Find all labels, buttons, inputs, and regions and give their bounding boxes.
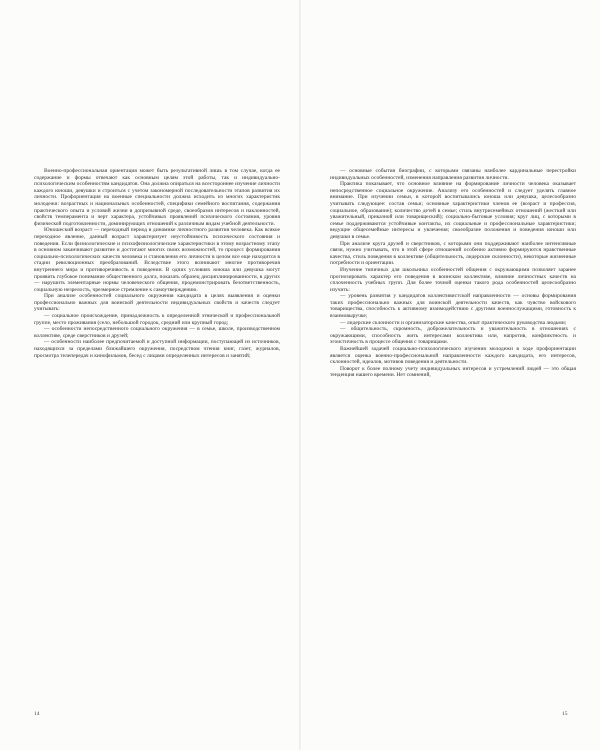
left-page-text <box>34 168 280 359</box>
paragraph: При анализе особенностей социального окружения кандидата в целях выявления и оценки профессионально важных для воинской деятельности индивидуальных свойств и качеств следует учитывать: <box>34 293 280 313</box>
paragraph: Поворот к более полному учету индивидуальных интересов и устремлений людей — это общая тенденция нашего времени. Нет сомнений, <box>330 365 576 379</box>
list-item: — общительность, скромность, доброжелательность и уважительность в отношениях с окружающими, способность жить интересами коллектива или, напротив, конфликтность и эгоистичность в процессе общения с товарищами. <box>330 326 576 346</box>
list-item: — особенности наиболее предпочитаемой и доступной информации, поступающей из источников, находящихся за пределами ближайшего окружения, посредством чтения книг, газет, журналов, просмотра телепередач и кинофильмов, бесед с лицами определенных интересов и занятий; <box>34 339 280 359</box>
list-item: — основные события биографии, с которыми связаны наиболее кардинальные перестройки индивидуальных особенностей, изменения направления развития личности. <box>330 168 576 181</box>
list-item: — особенности непосредственного социального окружения — в семье, школе, производственном коллективе, среде сверстников и друзей; <box>34 326 280 339</box>
book-gutter <box>299 0 301 750</box>
page-number-left: 14 <box>34 711 40 717</box>
paragraph: При анализе круга друзей и сверстников, с которыми они поддерживают наиболее интенсивные связи, нужно учитывать, что в этой сфере отношений особенно активно формируются нравственные качества, стиль поведения в коллективе (общительность, лидерские склонности), некоторые жизненные потребности и ориентации. <box>330 240 576 267</box>
page-number-right: 15 <box>562 711 568 717</box>
paragraph: Практика показывает, что основное влияние на формирование личности человека оказывает непосредственное социальное окружение. Анализу его особенностей и следует уделять главное внимание. При изучении семьи, в которой воспитывались юноша или девушка, целесообразно учитывать следующее: состав семьи; основные характеристики членов ее (возраст и профессия, социальное, образование); количество детей в семье; стиль внутрисемейных отношений (жесткий или уважительный, приказной или товарищеский); социально-бытовые условия; круг лиц, с которыми в семье поддерживаются устойчивые контакты, их социальные и профессиональные характеристики; ведущие общесемейные интересы и увлечения; своеобразие положения и поведения юноши или девушки в семье. <box>330 181 576 240</box>
paragraph: Важнейшей задачей социально-психологического изучения молодежи в ходе профориентации является оценка военно-профессиональной направленности каждого кандидата, его интересов, склонностей, идеалов, мотивов поведения и деятельности. <box>330 346 576 366</box>
paragraph: Военно-профессиональная ориентация может быть результативной лишь в том случае, когда ее содержание и формы отвечают как основным целям этой работы, так и индивидуально-психологическим особенностям кандидатов. Она должна опираться на всестороннее изучение личности каждого юноши, девушки и строиться с учетом закономерной последовательности этапов развития их личности. Профориентация на военные специальности должна исходить из многих характеристик молодежи: возрастных и национальных особенностей, специфики семейного воспитания, содержания практического опыта и условий жизни в допризывной среде, своеобразия интересов и наклонностей, свойств темперамента и черт характера, устойчивых проявлений психического состояния, уровня физической подготовленности, доминирующих отношений к различным видам учебной деятельности. <box>34 168 280 227</box>
right-page-text <box>330 168 576 379</box>
list-item: — лидерские склонности и организаторские качества, опыт практического руководства людьми; <box>340 319 567 326</box>
paragraph: Юношеский возраст — переходный период в динамике личностного развития человека. Как всякое переходное явление, данный возраст характеризует неустойчивость психического состояния и поведения. Если физиологические и психофизиологические характеристики в этому возрастному этапу в основном заканчивают развитие и достигают многих своих возможностей, то процесс формирования социально-психологических качеств человека и становления его личности в целом все еще находится в стадии революционных преобразований. Вследствие этого возникают многие противоречия внутреннего мира и противоречивость в поведении. В одних условиях юноша или девушка могут проявить глубокое понимание общественного долга, показать образец дисциплинированности, в других — нарушить элементарные нормы человеческого общения, продемонстрировать безответственность, социальную незрелость, чрезмерное стремление к самоутверждению. <box>34 227 280 293</box>
list-item: — социальное происхождение, принадлежность к определенной этнической и профессиональной группе, место проживания (село, небольшой городок, средний или крупный город; <box>34 313 280 326</box>
paragraph: Изучение типичных для школьника особенностей общения с окружающими позволяет заранее прогнозировать характер его поведения в воинском коллективе, влияние личностных качеств на сплоченность учебных групп. Для более точной оценки такого рода особенностей целесообразно изучить: <box>330 266 576 293</box>
list-item: — уровень развития у кандидатов коллективистской направленности — основы формирования таких профессионально важных для воинской деятельности качеств, как чувство войскового товарищества, способность к активному взаимодействию с другими военнослужащими, готовность к взаимовыручке; <box>330 293 576 320</box>
